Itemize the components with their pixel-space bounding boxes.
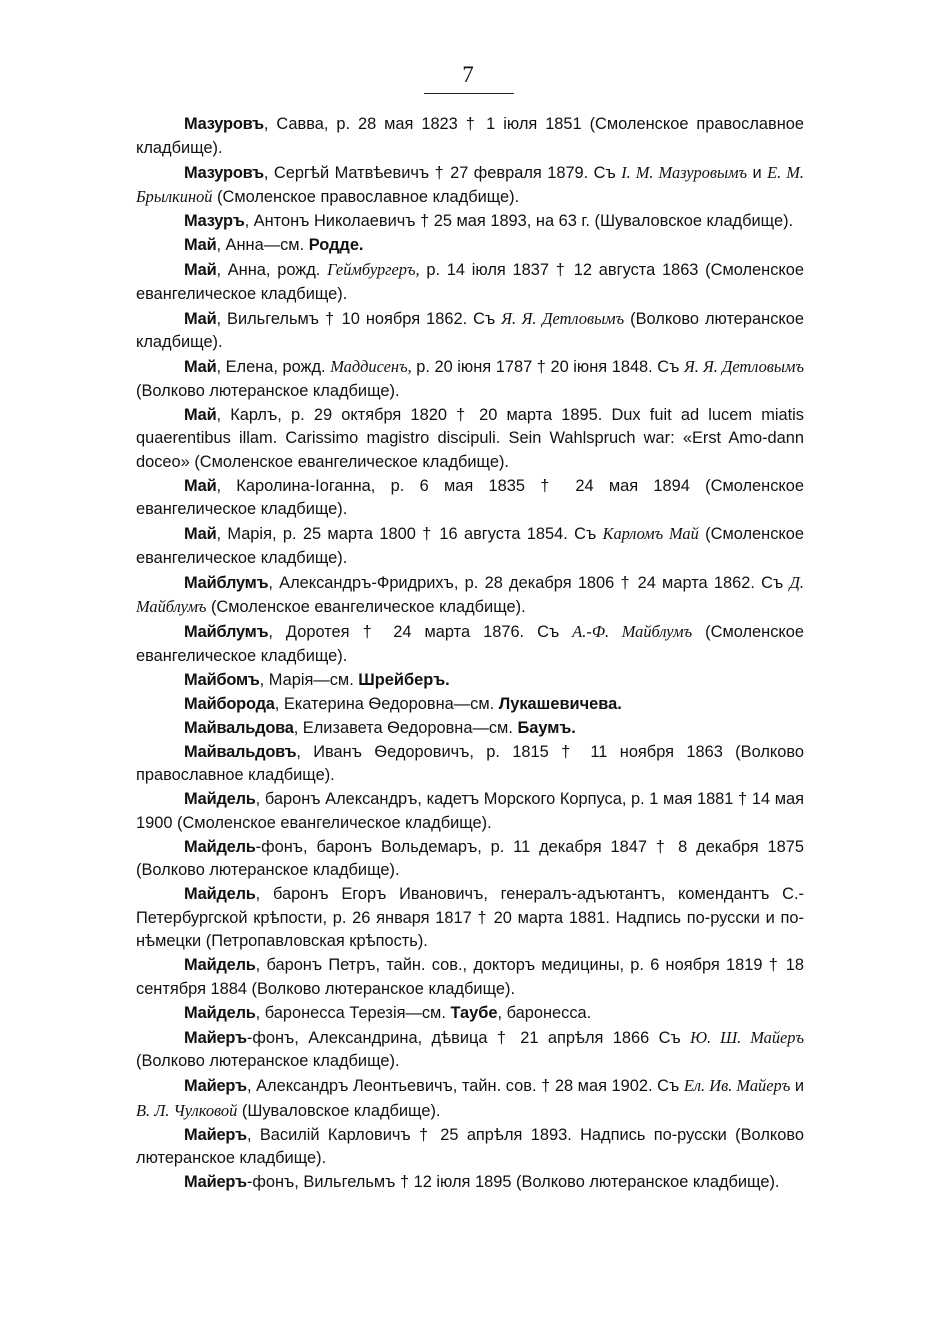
entry-italic: Д. Майблумъ [136, 572, 804, 616]
entry [136, 522, 804, 571]
entry-text: , баронъ Александръ, кадетъ Морского Корпуса, р. 1 мая 1881 † 14 мая 1900 (Смоленское евангелическое кладбище). [136, 790, 804, 832]
entry-text: (Волково лютеранское кладбище). [136, 381, 400, 400]
entry-text: -фонъ, Вильгельмъ † 12 іюля 1895 (Волково лютеранское кладбище). [246, 1173, 780, 1191]
entry-italic: Карломъ Май [602, 524, 699, 543]
entry-text: -фонъ, баронъ Вольдемаръ, р. 11 декабря 1847 † 8 декабря 1875 (Волково лютеранское кладбище). [136, 837, 804, 879]
entry-text: (Смоленское евангелическое кладбище). [136, 623, 804, 665]
page-number: 7 [462, 62, 474, 87]
entry-headword: Майеръ [184, 1125, 247, 1144]
entry [136, 1026, 804, 1075]
entry-text: (Смоленское евангелическое кладбище). [206, 598, 526, 616]
entry-text: , Марія—см. [259, 670, 359, 689]
entry-text: , Василій Карловичъ † 25 апрѣля 1893. Надпись по-русски (Волково лютеранское кладбище). [136, 1125, 804, 1167]
entry [136, 475, 804, 523]
entry-text: , Елена, рожд. [216, 358, 331, 376]
entry-italic: Ел. Ив. Майеръ [683, 1076, 791, 1095]
entry-headword: Майвальдовъ [184, 742, 297, 761]
entry-crossref: Баумъ. [517, 718, 576, 737]
entry-text: , Елизавета Ѳедоровна—см. [293, 718, 518, 737]
entry-crossref: Родде. [308, 236, 364, 254]
entry-text: , Марія, р. 25 марта 1800 † 16 августа 1854. Съ [216, 525, 603, 543]
entry-headword: Майдель [184, 956, 256, 974]
entry-text: , баронъ Егоръ Ивановичъ, генералъ-адъютантъ, комендантъ С.-Петербургской крѣпости, р. 26 января 1817 † 20 марта 1881. Надпись по-русски и по-нѣмецки (Петропавловская крѣпость). [136, 885, 804, 950]
entry-headword: Майблумъ [184, 623, 269, 641]
entry-headword: Мазуръ [184, 212, 245, 230]
entry-headword: Майблумъ [184, 573, 269, 592]
entry-headword: Май [184, 309, 217, 328]
entry [136, 1171, 804, 1195]
entry-text: , баронесса Терезія—см. [255, 1003, 451, 1022]
entry-headword: Май [184, 358, 217, 376]
entry-italic: І. М. Мазуровымъ [621, 162, 748, 182]
entry-text: , Каролина-Іоганна, р. 6 мая 1835 † 24 мая 1894 (Смоленское евангелическое кладбище). [136, 476, 804, 518]
entry-headword: Майдель [184, 885, 256, 903]
entry [136, 669, 804, 693]
entry [136, 1124, 804, 1172]
entry [136, 741, 804, 789]
entry-headword: Майдель [184, 790, 256, 808]
entry [136, 234, 804, 258]
entry [136, 883, 804, 954]
entry-text: , баронъ Петръ, тайн. сов., докторъ медицины, р. 6 ноября 1819 † 18 сентября 1884 (Волково лютеранское кладбище). [136, 956, 804, 998]
entry-text: , Савва, р. 28 мая 1823 † 1 іюля 1851 (Смоленское православное кладбище). [136, 115, 804, 157]
entry [136, 113, 804, 161]
entry-text: , Александръ-Фридрихъ, р. 28 декабря 1806 † 24 марта 1862. Съ [268, 573, 790, 592]
entry-italic: Е. М. Брылкиной [136, 162, 804, 206]
page-number-rule [424, 93, 514, 94]
entry-headword: Майеръ [184, 1028, 247, 1047]
entry-text: , Иванъ Ѳедоровичъ, р. 1815 † 11 ноября 1863 (Волково православное кладбище). [136, 742, 804, 784]
entry-headword: Майеръ [184, 1173, 247, 1191]
entry-text: (Шуваловское кладбище). [237, 1101, 441, 1120]
entry-headword: Майдель [184, 837, 256, 856]
entry-italic: В. Л. Чулковой [136, 1100, 238, 1120]
entry-italic: Геймбургеръ, [327, 260, 420, 279]
entry [136, 571, 804, 621]
entry [136, 1074, 804, 1124]
entries-list [136, 113, 804, 1195]
entry [136, 1002, 804, 1026]
entry-text: (Смоленское евангелическое кладбище). [136, 525, 805, 567]
entry-text: , баронесса. [497, 1003, 592, 1022]
entry-headword: Майеръ [184, 1077, 247, 1095]
entry-italic: Маддисенъ, [330, 357, 412, 376]
entry-text: , Доротея † 24 марта 1876. Съ [268, 623, 573, 641]
entry-text: (Волково лютеранское кладбище). [136, 1052, 400, 1070]
entry-text: , Сергѣй Матвѣевичъ † 27 февраля 1879. Съ [263, 163, 622, 182]
entry-crossref: Таубе [450, 1003, 498, 1022]
entry-text: , Анна—см. [216, 236, 309, 254]
entry-text: , Вильгельмъ † 10 ноября 1862. Съ [216, 309, 502, 328]
entry-text: (Смоленское православное кладбище). [212, 188, 520, 206]
entry-text: , Карлъ, р. 29 октября 1820 † 20 марта 1895. Dux fuit ad lucem miatis quaerentibus illam. Carissimo magistro discipuli. Sein Wahlspruch war: «Erst Amo-dann doceo» (Смоленское евангелическое кладбище). [136, 405, 804, 471]
entry-headword: Май [184, 261, 217, 279]
entry [136, 404, 804, 475]
entry-crossref: Шрейберъ. [358, 670, 450, 689]
entry-headword: Май [184, 525, 217, 543]
entry [136, 210, 804, 234]
entry [136, 717, 804, 741]
entry-headword: Майвальдова [184, 718, 294, 737]
entry-headword: Майборода [184, 694, 275, 713]
entry-italic: Я. Я. Детловымъ [501, 308, 625, 328]
entry-text: и [747, 163, 768, 182]
entry-text: , Екатерина Ѳедоровна—см. [274, 694, 499, 713]
entry-headword: Майдель [184, 1003, 256, 1022]
entry-headword: Май [184, 476, 217, 495]
entry [136, 788, 804, 836]
entry [136, 693, 804, 717]
entry-headword: Мазуровъ [184, 115, 264, 133]
entry [136, 258, 804, 307]
entry-text: р. 20 іюня 1787 † 20 іюня 1848. Съ [411, 358, 684, 376]
entry-text: , Антонъ Николаевичъ † 25 мая 1893, на 63 г. (Шуваловское кладбище). [244, 212, 794, 230]
entry-text: , Анна, рожд. [216, 261, 328, 279]
entry [136, 307, 804, 356]
entry [136, 620, 804, 669]
entry-text: и [790, 1077, 804, 1095]
entry [136, 161, 804, 211]
entry-headword: Майбомъ [184, 670, 260, 689]
entry-headword: Май [184, 405, 217, 424]
entry-text: -фонъ, Александрина, дѣвица † 21 апрѣля 1866 Съ [246, 1028, 691, 1047]
entry-text: , Александръ Леонтьевичъ, тайн. сов. † 28 мая 1902. Съ [246, 1077, 684, 1095]
entry [136, 355, 804, 404]
entry [136, 954, 804, 1002]
entry-text: р. 14 іюля 1837 † 12 августа 1863 (Смоленское евангелическое кладбище). [136, 261, 804, 303]
entry-italic: Я. Я. Детловымъ [683, 357, 804, 376]
entry-headword: Май [184, 236, 217, 254]
entry [136, 836, 804, 884]
entry-headword: Мазуровъ [184, 163, 264, 182]
entry-italic: А.-Ф. Майблумъ [572, 622, 693, 641]
entry-italic: Ю. Ш. Майеръ [690, 1027, 804, 1047]
entry-crossref: Лукашевичева. [498, 694, 622, 713]
entry-text: (Волково лютеранское кладбище). [136, 309, 804, 351]
